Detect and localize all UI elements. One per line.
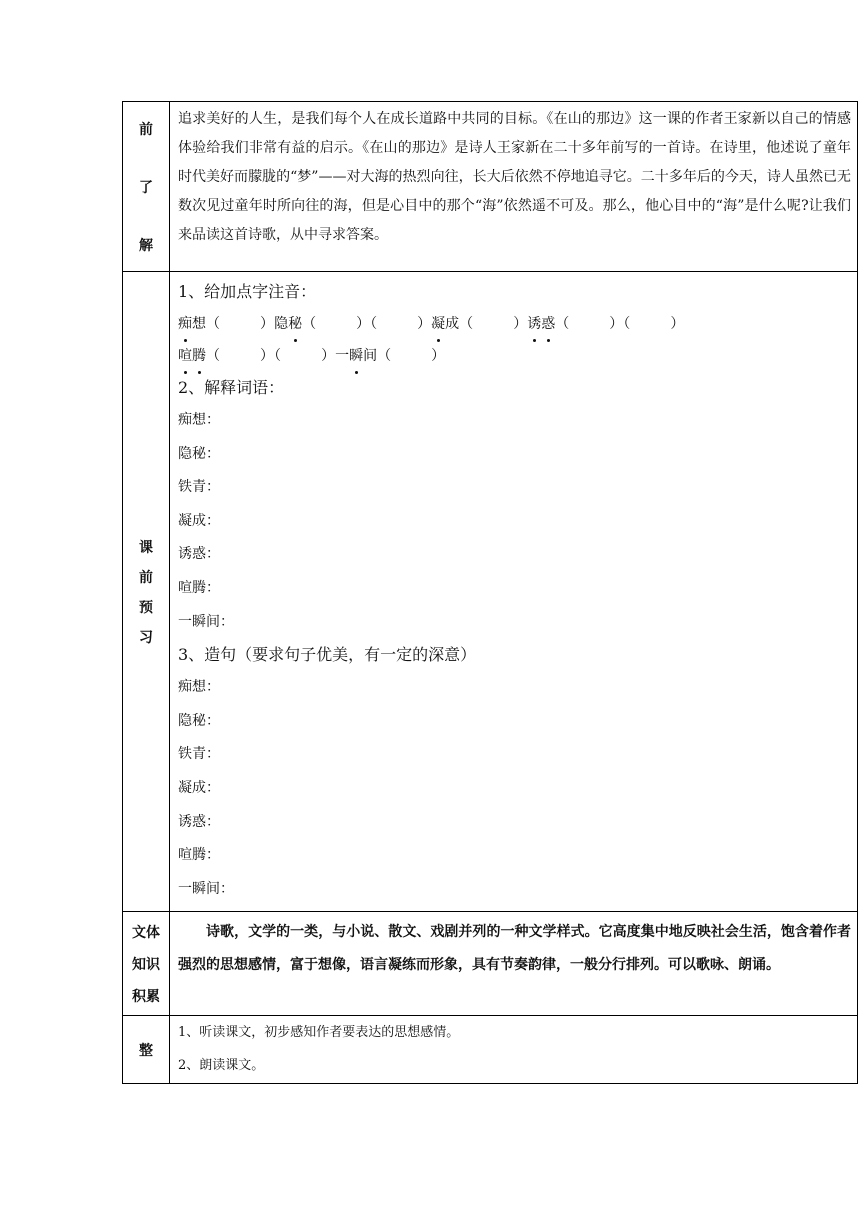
row-genre-content (170, 912, 858, 1016)
row-overall-content (170, 1016, 858, 1084)
section-sentence-heading: 3、造句（要求句子优美，有一定的深意） (178, 645, 477, 665)
pinyin-segment: 成（ ） (445, 316, 528, 332)
label-char: 文体 (132, 924, 160, 941)
dotted-char: 凝 (431, 308, 445, 340)
row-background-label (123, 102, 170, 272)
label-char: 解 (139, 237, 153, 254)
dotted-char: 瞬 (349, 340, 363, 372)
dotted-char: 喧 (178, 340, 192, 372)
row-background (123, 102, 858, 272)
label-char: 前 (139, 569, 153, 586)
pinyin-segment: 想（ ） (192, 316, 275, 332)
label-char: 知识 (132, 956, 160, 973)
dotted-char: 秘 (288, 308, 302, 340)
word-line: 痴想： (178, 679, 220, 696)
label-char: 预 (139, 599, 153, 616)
label-char: 课 (139, 539, 153, 556)
row-genre-knowledge (123, 912, 858, 1016)
word-line: 凝成： (178, 779, 220, 796)
section-explain-heading: 2、解释词语： (178, 378, 285, 397)
word-line: 铁青： (178, 479, 220, 496)
label-char: 前 (139, 121, 153, 138)
word-line: 凝成： (178, 512, 220, 529)
word-line: 诱惑： (178, 813, 220, 830)
label-char: 了 (139, 179, 153, 196)
pinyin-segment: （ ）（ ）一 (206, 348, 350, 364)
word-line: 喧腾： (178, 579, 220, 596)
dotted-char: 腾 (192, 340, 206, 372)
section-pinyin-heading: 1、给加点字注音： (178, 282, 317, 301)
sentence-list (178, 671, 851, 906)
background-paragraph: 追求美好的人生，是我们每个人在成长道路中共同的目标。《在山的那边》这一课的作者王家新以自己的情感体验给我们非常有益的启示。《在山的那边》是诗人王家新在二十多年前写的一首诗。在诗里，他述说了童年时代美好而朦胧的“梦”——对大海的热烈向往，长大后依然不停地追寻它。二十多年后的今天，诗人虽然已无数次见过童年时所向往的海，但是心目中的那个“海”依然遥不可及。那么，他心目中的“海”是什么呢?让我们来品读这首诗歌，从中寻求答案。 (178, 111, 851, 243)
word-line: 一瞬间： (178, 613, 234, 630)
word-line: 隐秘： (178, 445, 220, 462)
word-line: 诱惑： (178, 546, 220, 563)
genre-text: 诗歌，文学的一类，与小说、散文、戏剧并列的一种文学样式。它高度集中地反映社会生活，饱含着作者强烈的思想感情，富于想像，语言凝练而形象，具有节奏韵律，一般分行排列。可以歌咏、朗诵。 (178, 924, 851, 973)
word-line: 一瞬间： (178, 880, 234, 897)
genre-paragraph (178, 916, 851, 982)
row-preview-label (123, 272, 170, 912)
lesson-table (122, 101, 858, 1084)
pinyin-segment: （ ）（ ） (555, 316, 685, 332)
word-line: 隐秘： (178, 712, 220, 729)
dotted-char: 痴 (178, 308, 192, 340)
dotted-char: 惑 (541, 308, 555, 340)
overall-item: 1、听读课文，初步感知作者要表达的思想感情。 (178, 1025, 460, 1040)
row-background-content (170, 102, 858, 272)
pinyin-line-1 (178, 308, 851, 340)
overall-item: 2、朗读课文。 (178, 1058, 265, 1073)
label-char: 整 (139, 1042, 153, 1059)
row-genre-label (123, 912, 170, 1016)
pinyin-segment: 隐 (274, 316, 289, 332)
row-preview (123, 272, 858, 912)
word-line: 喧腾： (178, 847, 220, 864)
explain-list (178, 404, 851, 639)
row-overall (123, 1016, 858, 1084)
pinyin-segment: （ ）（ ） (302, 316, 432, 332)
label-char: 积累 (132, 988, 160, 1005)
word-line: 痴想： (178, 412, 220, 428)
pinyin-line-2 (178, 340, 851, 372)
row-overall-label (123, 1016, 170, 1084)
label-char: 习 (139, 629, 153, 646)
dotted-char: 诱 (527, 308, 541, 340)
pinyin-segment: 间（ ） (363, 348, 446, 364)
word-line: 铁青： (178, 746, 220, 763)
row-preview-content (170, 272, 858, 912)
